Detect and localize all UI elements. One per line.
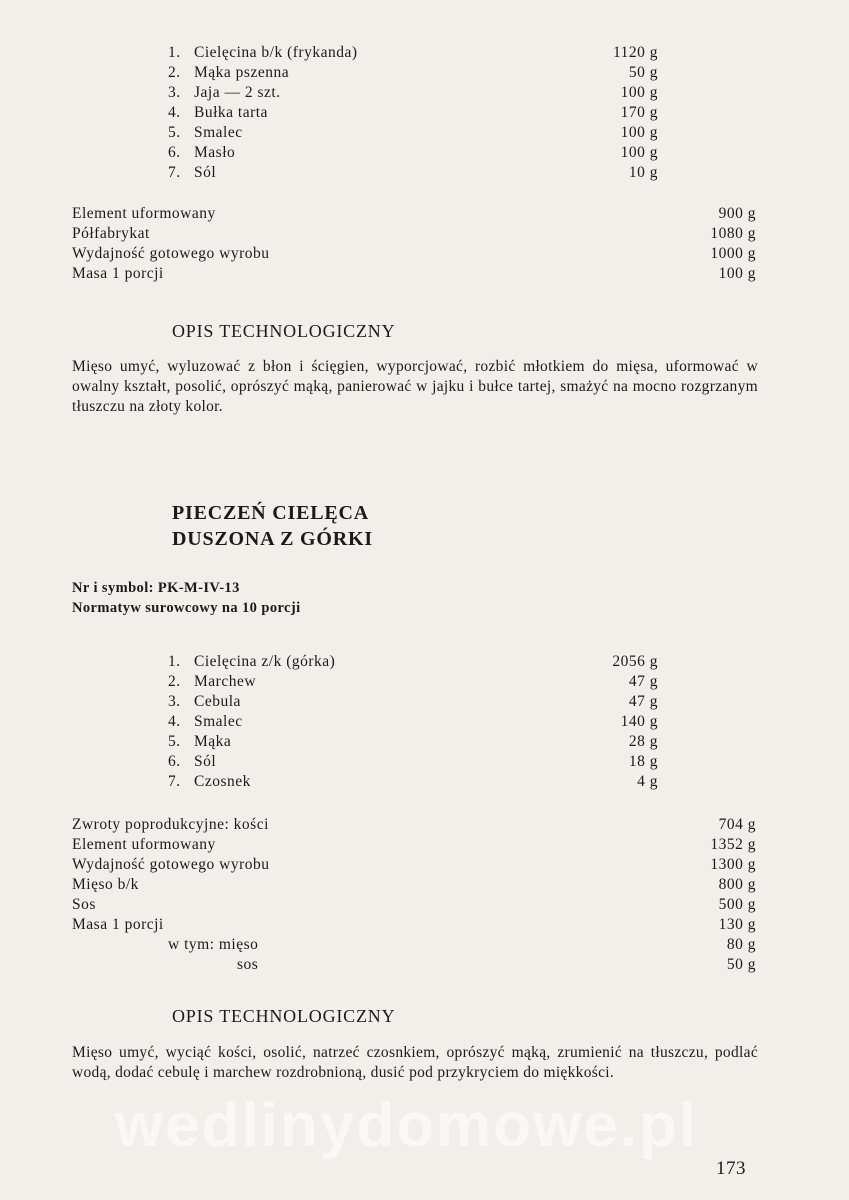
page-number: 173 [716, 1158, 746, 1179]
ingredient-row [168, 752, 658, 772]
ingredient-number: 6. [168, 144, 181, 161]
summary-row [72, 204, 756, 224]
ingredient-number: 1. [168, 44, 181, 61]
summary-label: Element uformowany [72, 836, 216, 853]
ingredient-row [168, 652, 658, 672]
summary-row [72, 935, 756, 955]
ingredient-row [168, 672, 658, 692]
ingredient-row [168, 732, 658, 752]
summary-label: sos [237, 956, 259, 973]
ingredient-qty: 2056 g [612, 653, 658, 670]
ingredient-row [168, 123, 658, 143]
recipe-normatyw: Normatyw surowcowy na 10 porcji [72, 600, 301, 616]
ingredient-name: Cielęcina z/k (górka) [194, 653, 336, 670]
ingredient-number: 3. [168, 84, 181, 101]
ingredient-qty: 100 g [620, 84, 658, 101]
ingredient-row [168, 143, 658, 163]
summary-row [72, 815, 756, 835]
ingredient-qty: 140 g [620, 713, 658, 730]
ingredient-name: Mąka [194, 733, 232, 750]
ingredient-number: 2. [168, 64, 181, 81]
ingredient-row [168, 692, 658, 712]
ingredient-number: 3. [168, 693, 181, 710]
ingredient-number: 7. [168, 164, 181, 181]
summary-value: 1352 g [710, 836, 756, 853]
ingredient-number: 4. [168, 104, 181, 121]
summary-value: 100 g [718, 265, 756, 282]
ingredient-name: Jaja — 2 szt. [194, 84, 281, 101]
ingredient-qty: 170 g [620, 104, 658, 121]
ingredient-qty: 100 g [620, 144, 658, 161]
ingredient-row [168, 83, 658, 103]
summary-label: Masa 1 porcji [72, 916, 164, 933]
ingredient-qty: 1120 g [612, 44, 658, 61]
ingredient-name: Marchew [194, 673, 257, 690]
ingredient-number: 5. [168, 124, 181, 141]
summary-row [72, 244, 756, 264]
summary-value: 1300 g [710, 856, 756, 873]
ingredient-qty: 100 g [620, 124, 658, 141]
summary-row [72, 835, 756, 855]
ingredient-name: Czosnek [194, 773, 251, 790]
ingredient-qty: 10 g [628, 164, 658, 181]
ingredient-qty: 50 g [628, 64, 658, 81]
yield-summary-1 [72, 204, 756, 284]
opis-heading-1: OPIS TECHNOLOGICZNY [172, 321, 396, 341]
watermark: wedlinydomowe.pl [115, 1091, 699, 1160]
ingredient-list-2 [168, 652, 658, 792]
ingredient-name: Smalec [194, 713, 243, 730]
summary-value: 50 g [726, 956, 756, 973]
ingredient-qty: 18 g [628, 753, 658, 770]
ingredient-number: 1. [168, 653, 181, 670]
ingredient-row [168, 63, 658, 83]
ingredient-row [168, 772, 658, 792]
summary-value: 130 g [718, 916, 756, 933]
summary-label: Masa 1 porcji [72, 265, 164, 282]
yield-summary-2 [72, 815, 756, 975]
ingredient-name: Smalec [194, 124, 243, 141]
opis-text-1: Mięso umyć, wyluzować z błon i ścięgien, wyporcjować, rozbić młotkiem do mięsa, uformować w owalny kształt, posolić, oprószyć mąką, panierować w jajku i bułce tartej, smażyć na mocno rozgrzanym tłuszczu na złoty kolor. [72, 358, 758, 415]
summary-value: 80 g [726, 936, 756, 953]
ingredient-number: 7. [168, 773, 181, 790]
summary-value: 1000 g [710, 245, 756, 262]
summary-row [72, 955, 756, 975]
summary-value: 900 g [718, 205, 756, 222]
summary-value: 1080 g [710, 225, 756, 242]
summary-label: Element uformowany [72, 205, 216, 222]
ingredient-name: Masło [194, 144, 236, 161]
recipe-meta [72, 578, 301, 618]
summary-value: 704 g [718, 816, 756, 833]
ingredient-row [168, 43, 658, 63]
summary-label: Wydajność gotowego wyrobu [72, 856, 270, 873]
ingredient-number: 5. [168, 733, 181, 750]
ingredient-name: Sól [194, 753, 217, 770]
ingredient-row [168, 712, 658, 732]
ingredient-number: 2. [168, 673, 181, 690]
summary-row [72, 855, 756, 875]
summary-value: 800 g [718, 876, 756, 893]
opis-heading-2: OPIS TECHNOLOGICZNY [172, 1006, 396, 1026]
ingredient-name: Bułka tarta [194, 104, 268, 121]
ingredient-qty: 47 g [628, 693, 658, 710]
ingredient-name: Sól [194, 164, 217, 181]
ingredient-name: Cielęcina b/k (frykanda) [194, 44, 358, 61]
ingredient-name: Cebula [194, 693, 241, 710]
ingredient-number: 6. [168, 753, 181, 770]
recipe-title-line-2: DUSZONA Z GÓRKI [172, 528, 373, 550]
ingredient-qty: 28 g [628, 733, 658, 750]
opis-text-2: Mięso umyć, wyciąć kości, osolić, natrzeć czosnkiem, oprószyć mąką, zrumienić na tłuszczu, podlać wodą, dodać cebulę i marchew rozdrobnioną, dusić pod przykryciem do miękkości. [72, 1044, 758, 1081]
ingredient-row [168, 103, 658, 123]
ingredient-qty: 47 g [628, 673, 658, 690]
ingredient-qty: 4 g [637, 773, 658, 790]
summary-label: Półfabrykat [72, 225, 150, 242]
ingredient-number: 4. [168, 713, 181, 730]
ingredient-name: Mąka pszenna [194, 64, 290, 81]
summary-row [72, 875, 756, 895]
recipe-symbol: Nr i symbol: PK-M-IV-13 [72, 580, 240, 596]
summary-label: Mięso b/k [72, 876, 139, 893]
summary-label: Sos [72, 896, 96, 913]
recipe-title [172, 500, 373, 552]
summary-value: 500 g [718, 896, 756, 913]
recipe-title-line-1: PIECZEŃ CIELĘCA [172, 502, 370, 524]
summary-row [72, 264, 756, 284]
summary-row [72, 915, 756, 935]
summary-label: Zwroty poprodukcyjne: kości [72, 816, 269, 833]
summary-label: w tym: mięso [168, 936, 259, 953]
summary-row [72, 895, 756, 915]
ingredient-row [168, 163, 658, 183]
summary-row [72, 224, 756, 244]
ingredient-list-1 [168, 43, 658, 183]
summary-label: Wydajność gotowego wyrobu [72, 245, 270, 262]
